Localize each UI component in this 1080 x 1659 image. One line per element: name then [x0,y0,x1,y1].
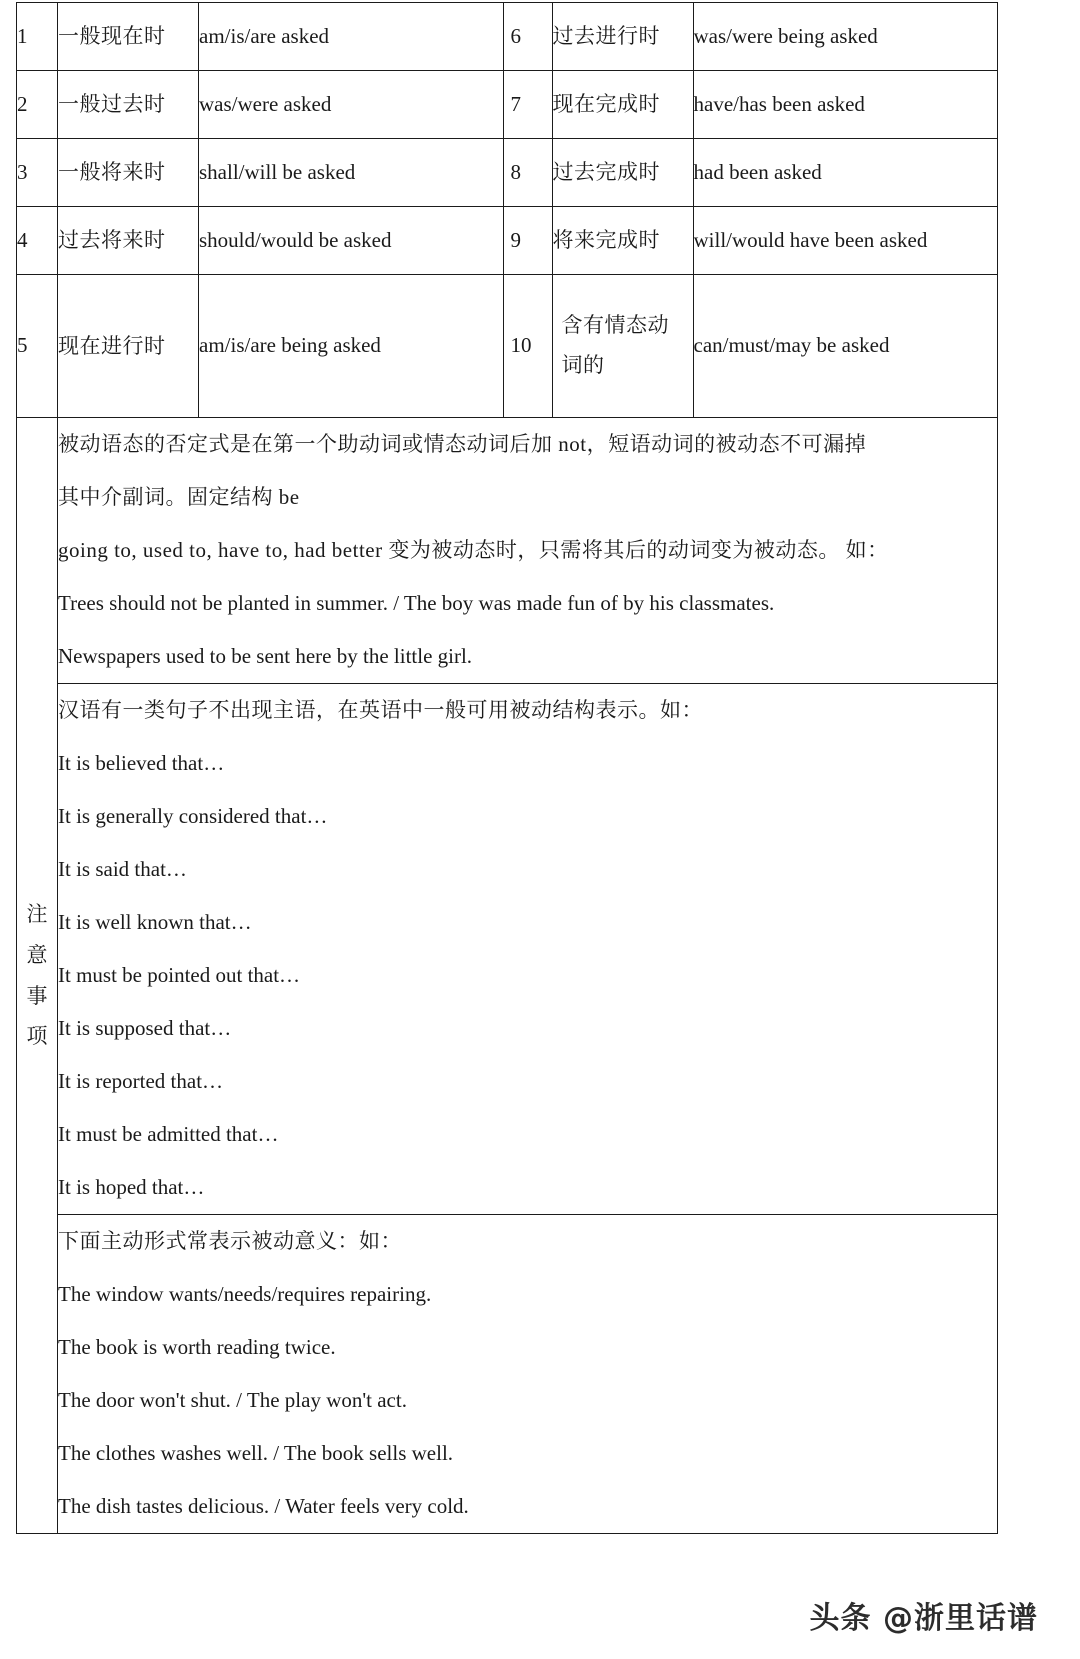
notes-label-vertical [27,894,48,1058]
row-number-left: 2 [17,71,58,139]
table-body [17,3,998,1534]
row-number-right: 9 [503,207,552,275]
note-line: The window wants/needs/requires repairing. [58,1282,432,1306]
table-row [17,139,998,207]
table-row [17,71,998,139]
note-line: It is supposed that… [58,1016,232,1040]
passive-form-right: had been asked [693,139,998,207]
passive-form-left: am/is/are being asked [199,275,504,418]
note-line: Newspapers used to be sent here by the little girl. [58,644,473,668]
tense-name-left: 一般将来时 [58,139,199,207]
tense-name-left: 现在进行时 [58,275,199,418]
table-row [17,275,998,418]
tense-name-right: 过去进行时 [552,3,693,71]
tense-name-left: 一般现在时 [58,3,199,71]
note-line: 其中介副词。固定结构 be [58,485,300,509]
row-number-right: 8 [503,139,552,207]
note-line: 汉语有一类句子不出现主语，在英语中一般可用被动结构表示。如： [58,698,703,722]
note-line: It is believed that… [58,751,225,775]
passive-form-right: have/has been asked [693,71,998,139]
note-line: The dish tastes delicious. / Water feels very cold. [58,1494,469,1518]
tense-name-right: 现在完成时 [552,71,693,139]
row-number-right: 10 [503,275,552,418]
table-row [17,3,998,71]
note-line: It must be admitted that… [58,1122,279,1146]
note-line: Trees should not be planted in summer. / The boy was made fun of by his classmates. [58,591,775,615]
notes-section-2 [58,684,998,1215]
notes-row-2 [17,684,998,1215]
tense-name-right: 含有情态动词的 [552,275,693,418]
notes-label-char: 事 [26,983,48,1008]
note-line: The clothes washes well. / The book sells well. [58,1441,454,1465]
tense-name-left: 过去将来时 [58,207,199,275]
row-number-left: 3 [17,139,58,207]
notes-label-char: 意 [26,942,48,967]
notes-label-char: 注 [26,901,48,926]
passive-form-right: was/were being asked [693,3,998,71]
note-line: The door won't shut. / The play won't act. [58,1388,407,1412]
notes-section-1 [58,418,998,684]
note-line: 被动语态的否定式是在第一个助动词或情态动词后加 not，短语动词的被动态不可漏掉 [58,432,867,456]
note-line: It is generally considered that… [58,804,328,828]
note-line: It is well known that… [58,910,252,934]
row-number-left: 1 [17,3,58,71]
tense-name-right: 将来完成时 [552,207,693,275]
notes-section-3 [58,1215,998,1534]
note-line: It must be pointed out that… [58,963,301,987]
passive-form-left: should/would be asked [199,207,504,275]
note-line: It is said that… [58,857,187,881]
tense-name-right: 过去完成时 [552,139,693,207]
row-number-left: 4 [17,207,58,275]
note-line: It is hoped that… [58,1175,205,1199]
note-line: It is reported that… [58,1069,224,1093]
note-line: going to, used to, have to, had better 变为被动态时，只需将其后的动词变为被动态。 如： [58,538,889,562]
passive-form-left: shall/will be asked [199,139,504,207]
passive-voice-table [16,2,998,1534]
tense-name-left: 一般过去时 [58,71,199,139]
note-line: 下面主动形式常表示被动意义：如： [58,1229,402,1253]
passive-form-right: can/must/may be asked [693,275,998,418]
passive-form-left: am/is/are asked [199,3,504,71]
notes-label-char: 项 [26,1024,48,1049]
row-number-right: 6 [503,3,552,71]
document-page [16,2,998,1534]
row-number-left: 5 [17,275,58,418]
watermark: 头条 @浙里话谱 [809,1601,1038,1636]
notes-row-1 [17,418,998,684]
row-number-right: 7 [503,71,552,139]
passive-form-right: will/would have been asked [693,207,998,275]
table-row [17,207,998,275]
note-line: The book is worth reading twice. [58,1335,336,1359]
notes-row-3 [17,1215,998,1534]
notes-label-cell [17,418,58,1534]
passive-form-left: was/were asked [199,71,504,139]
